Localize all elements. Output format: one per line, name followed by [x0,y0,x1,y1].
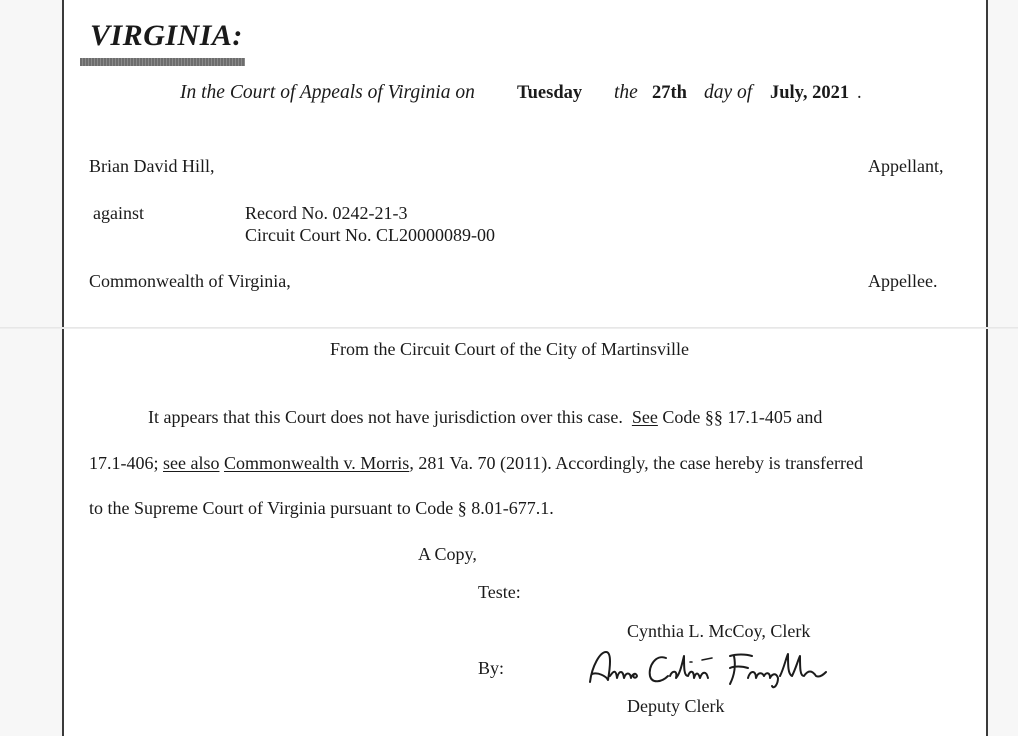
body-line-1 [148,407,822,428]
see-signal: See [631,407,658,427]
appellee-role: Appellee. [868,271,938,291]
court-line-the: the [614,82,638,103]
body-line-1-citation: Code §§ 17.1-405 and [662,407,823,427]
court-line-date: July, 2021 [770,83,850,103]
page-margin-right [988,0,1018,736]
see-also-signal: see also [163,453,220,473]
clerk-name: Cynthia L. McCoy, Clerk [627,621,811,641]
appellee-name: Commonwealth of Virginia, [89,271,291,291]
court-line-day: 27th [652,83,687,103]
a-copy-label: A Copy, [418,544,477,564]
court-line-period: . [857,83,862,103]
body-line-2-rest: , 281 Va. 70 (2011). Accordingly, the case hereby is transferred [409,453,864,473]
against-label: against [93,203,144,223]
case-citation: Commonwealth v. Morris [223,453,410,473]
body-line-2 [89,453,863,474]
court-line-weekday: Tuesday [517,83,583,103]
record-number: Record No. 0242-21-3 [245,203,408,223]
court-line-day-of: day of [704,82,753,103]
heading-underline-bar [80,58,245,66]
teste-label: Teste: [478,582,521,602]
circuit-court-number: Circuit Court No. CL20000089-00 [245,225,495,245]
document-heading: VIRGINIA: [90,19,243,52]
deputy-clerk-label: Deputy Clerk [627,696,725,716]
by-label: By: [478,658,505,678]
deputy-clerk-signature [584,646,844,694]
appellant-name: Brian David Hill, [89,156,215,176]
scan-fold-line [0,327,1018,329]
body-line-1-text: It appears that this Court does not have jurisdiction over this case. [148,407,623,427]
body-line-2-start: 17.1-406; [89,453,159,473]
appellant-role: Appellant, [868,156,944,176]
body-line-3: to the Supreme Court of Virginia pursuant to Code § 8.01-677.1. [89,498,554,518]
from-circuit-court: From the Circuit Court of the City of Martinsville [330,339,689,359]
page-margin-left [0,0,60,736]
court-line-prefix: In the Court of Appeals of Virginia on [180,82,475,103]
court-order-page [62,0,988,736]
